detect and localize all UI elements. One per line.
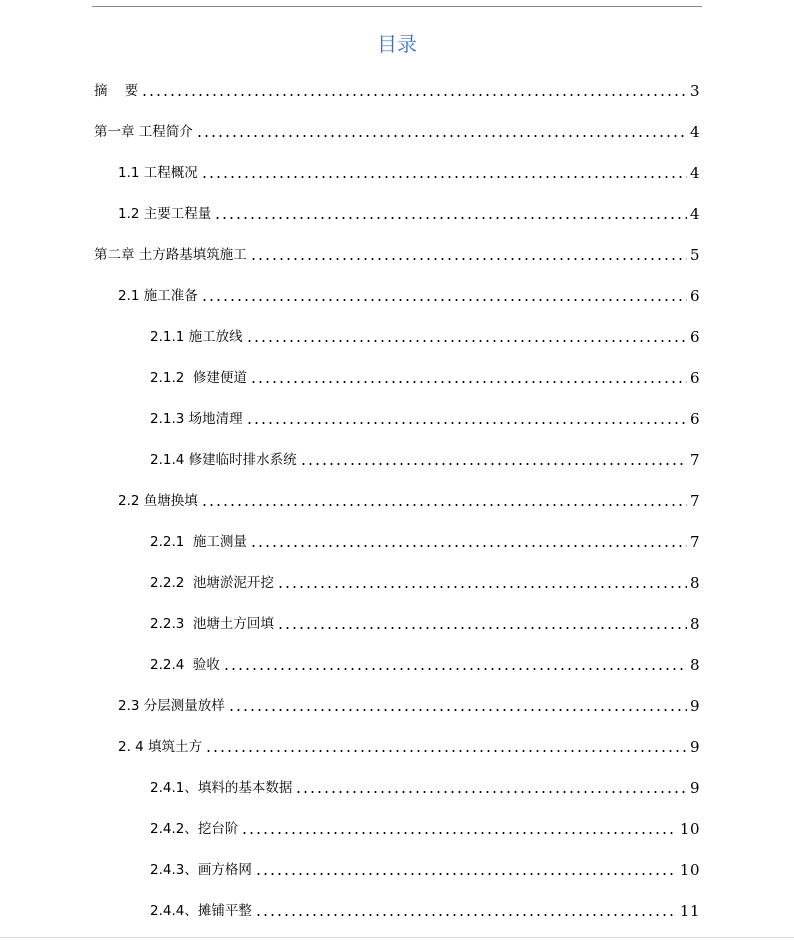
dot-leader <box>250 258 687 260</box>
toc-entry[interactable] <box>0 193 700 223</box>
toc-entry-label: 2.4.4、摊铺平整 <box>150 903 252 919</box>
toc-entry[interactable] <box>0 521 700 551</box>
dot-leader <box>300 463 687 465</box>
dot-leader <box>246 340 687 342</box>
toc-entry[interactable] <box>0 398 700 428</box>
toc-entry-label: 2.3 分层测量放样 <box>118 698 225 714</box>
dot-leader <box>255 914 677 916</box>
dot-leader <box>277 627 687 629</box>
toc-entry-page: 4 <box>689 123 700 141</box>
toc-entry[interactable] <box>0 152 700 182</box>
toc-entry-page: 7 <box>689 492 700 510</box>
toc-entry-label: 2.1.1 施工放线 <box>150 329 243 345</box>
toc-entry[interactable] <box>0 70 700 100</box>
toc-entry-page: 9 <box>689 738 700 756</box>
dot-leader <box>250 381 687 383</box>
toc-title: 目录 <box>377 32 417 56</box>
dot-leader <box>228 709 687 711</box>
toc-entry[interactable] <box>0 685 700 715</box>
toc-entry[interactable] <box>0 890 700 920</box>
toc-entry[interactable] <box>0 111 700 141</box>
toc-entry-page: 4 <box>689 164 700 182</box>
dot-leader <box>214 217 687 219</box>
dot-leader <box>223 668 687 670</box>
toc-entry-page: 6 <box>689 369 700 387</box>
dot-leader <box>241 832 677 834</box>
toc-entry-page: 5 <box>689 246 700 264</box>
dot-leader <box>255 873 677 875</box>
toc-entry-label: 2.1.3 场地清理 <box>150 411 243 427</box>
toc-entry-page: 9 <box>689 697 700 715</box>
toc-entry-page: 8 <box>689 574 700 592</box>
toc-entry-page: 8 <box>689 615 700 633</box>
toc-entry[interactable] <box>0 480 700 510</box>
toc-entry-page: 7 <box>689 533 700 551</box>
toc-entry[interactable] <box>0 357 700 387</box>
toc-entry[interactable] <box>0 562 700 592</box>
toc-entry[interactable] <box>0 275 700 305</box>
toc-entry[interactable] <box>0 603 700 633</box>
dot-leader <box>196 135 687 137</box>
dot-leader <box>201 176 687 178</box>
toc-entry[interactable] <box>0 726 700 756</box>
toc-entry-label: 第二章 土方路基填筑施工 <box>94 247 247 263</box>
toc-entry-page: 8 <box>689 656 700 674</box>
dot-leader <box>201 504 687 506</box>
toc-entry-label: 2.1 施工准备 <box>118 288 198 304</box>
toc-entry-label: 2.2 鱼塘换填 <box>118 493 198 509</box>
toc-entry-label: 1.1 工程概况 <box>118 165 198 181</box>
toc-entry[interactable] <box>0 808 700 838</box>
toc-entry-label: 第一章 工程简介 <box>94 124 193 140</box>
dot-leader <box>246 422 687 424</box>
toc-entry-label: 2.2.2 池塘淤泥开挖 <box>150 575 274 591</box>
toc-entry-page: 7 <box>689 451 700 469</box>
toc-entry-label: 2.4.3、画方格网 <box>150 862 252 878</box>
toc-entry-page: 6 <box>689 287 700 305</box>
toc-entry-label: 2. 4 填筑土方 <box>118 739 203 755</box>
toc-entry-page: 11 <box>679 902 700 920</box>
toc-entry[interactable] <box>0 234 700 264</box>
header-rule <box>92 6 702 7</box>
toc-entry-page: 3 <box>689 82 700 100</box>
toc-entry-page: 6 <box>689 328 700 346</box>
toc-entry-label: 2.2.3 池塘土方回填 <box>150 616 274 632</box>
toc-entry-label: 2.2.4 验收 <box>150 657 220 673</box>
toc-entry-label: 2.4.1、填料的基本数据 <box>150 780 293 796</box>
dot-leader <box>205 750 687 752</box>
toc-entry[interactable] <box>0 849 700 879</box>
dot-leader <box>295 791 687 793</box>
toc-entry-label: 2.4.2、挖台阶 <box>150 821 239 837</box>
toc-entry-label: 摘 要 <box>94 83 139 99</box>
toc-entry-label: 2.1.2 修建便道 <box>150 370 247 386</box>
dot-leader <box>201 299 687 301</box>
page-bottom-edge <box>0 937 794 938</box>
toc-entry-page: 10 <box>679 820 700 838</box>
toc-entry-label: 2.2.1 施工测量 <box>150 534 247 550</box>
toc-entry[interactable] <box>0 644 700 674</box>
dot-leader <box>141 94 687 96</box>
dot-leader <box>277 586 687 588</box>
toc-entry-label: 2.1.4 修建临时排水系统 <box>150 452 297 468</box>
toc-entry-page: 4 <box>689 205 700 223</box>
dot-leader <box>250 545 687 547</box>
toc-entry-page: 6 <box>689 410 700 428</box>
toc-entry[interactable] <box>0 767 700 797</box>
toc-entry-page: 10 <box>679 861 700 879</box>
toc-entry[interactable] <box>0 439 700 469</box>
toc-entry[interactable] <box>0 316 700 346</box>
toc-entry-label: 1.2 主要工程量 <box>118 206 212 222</box>
toc-entry-page: 9 <box>689 779 700 797</box>
